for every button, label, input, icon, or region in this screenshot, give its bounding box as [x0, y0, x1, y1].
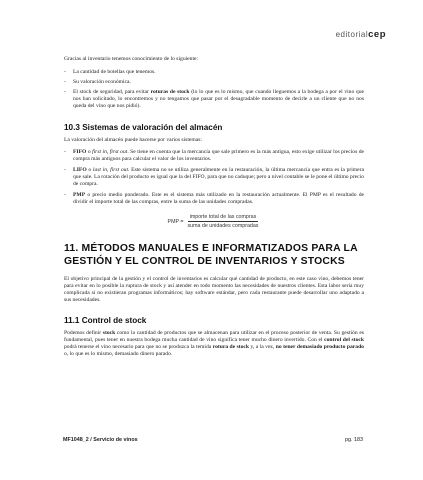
paragraph-bold: control del stock	[324, 336, 364, 343]
paragraph-text: y, a la vez,	[249, 344, 276, 351]
list-item-text: o	[86, 148, 93, 155]
formula-lhs: PMP =	[167, 218, 184, 225]
list-item-text: o	[86, 166, 93, 173]
list-item-bold: roturas de stock	[150, 89, 190, 96]
list-item-text: . Este sistema no se utiliza generalmente en la restauración, la última mercancía que entra es la primera que sale. La rotación del producto es igual que la del FIFO, para que no caduque; pero a nivel contable se le pone el último precio de compra.	[73, 166, 364, 188]
paragraph-text: Podemos definir	[64, 329, 103, 336]
list-item-text: El stock de seguridad, para evitar	[73, 89, 151, 96]
formula-denominator: suma de unidades compradas	[187, 223, 259, 230]
footer-module: MF1048_2 / Servicio de vinos	[63, 437, 138, 443]
paragraph-text: o, lo que es lo mismo, demasiado dinero parado.	[64, 351, 173, 358]
list-item-bold: FIFO	[73, 148, 87, 155]
list-item-text: (lo lo que es lo mismo, que cuando lleguemos a la bodega a por el vino que nos han solicitado, lo encontremos y no tengamos que pasar por el desagradable momento de decirle a un cliente que no nos queda del vino que nos pidió).	[73, 89, 365, 110]
paragraph-text: podrá tenerse el vino necesario para que no se produzca la temida	[64, 344, 213, 351]
section-11-1-paragraph	[64, 330, 364, 358]
page-content	[64, 56, 364, 358]
section-10-3-intro: La valoración del almacén puede hacerse por varios sistemas:	[64, 136, 202, 143]
list-item	[64, 89, 364, 110]
list-item-italic: last in, first out	[92, 166, 129, 173]
section-10-3-heading: 10.3 Sistemas de valoración del almacén	[64, 122, 223, 132]
list-item-italic: first in, first out	[92, 148, 128, 155]
logo-prefix: editorial	[335, 30, 369, 39]
paragraph-bold: stock	[102, 329, 116, 336]
section-11-heading: 11. MÉTODOS MANUALES E INFORMATIZADOS PARA LA GESTIÓN Y EL CONTROL DE INVENTARIOS Y STOCKS	[64, 243, 358, 267]
list-item: - La cantidad de botellas que tenemos.	[64, 69, 364, 76]
valuation-list	[64, 149, 364, 207]
list-item	[64, 167, 364, 188]
publisher-logo	[336, 29, 386, 40]
formula-numerator: importe total de las compras	[189, 214, 257, 221]
list-item-text: o precio medio ponderado. Este es el sistema más utilizado en la restauración actualmente. El PMP es el resultado de dividir el importe total de las compras, entre la suma de las unidades compradas.	[73, 192, 364, 206]
intro-paragraph: Gracias al inventario tenemos conocimiento de lo siguiente:	[64, 56, 199, 62]
section-11-1-heading: 11.1 Control de stock	[64, 315, 147, 325]
list-item	[64, 192, 364, 206]
list-item-text: . Se tiene en cuenta que la mercancía que sale primero es la más antigua, esto exige utilizar los precios de compra más antiguos para calcular el valor de los inventarios.	[73, 148, 365, 162]
paragraph-text: como la cantidad de productos que se almacenan para utilizar en el proceso posterior de venta. Su gestión es fundamental, pues tener en nuestra bodega mucha cantidad de vino significa tener mucho dinero invertido. Con el	[64, 329, 364, 343]
page-footer	[63, 437, 363, 443]
page-number: pg. 183	[345, 437, 363, 443]
formula-fraction	[185, 214, 260, 229]
list-item: - Su valoración económica.	[64, 79, 364, 86]
section-11-paragraph: El objetivo principal de la gestión y el control de inventarios es calcular qué cantidad de producto, en este caso vino, debemos tener para evitar en lo posible la ruptura de stock y así atender en todo momento las necesidades de nuestros clientes. Esta labor sería muy complicada si no existieran programas informáticos; hay software estándar, pero cada restaurante puede desarrollar uno adaptado a sus necesidades.	[64, 275, 364, 303]
paragraph-bold: no tener demasiado producto parado	[275, 344, 364, 351]
paragraph-bold: rotura de stock	[212, 344, 250, 351]
pmp-formula	[64, 214, 364, 229]
list-item-bold: PMP	[73, 192, 86, 199]
logo-mark: cep	[368, 29, 386, 40]
list-item-bold: LIFO	[73, 166, 87, 173]
intro-list	[64, 69, 364, 110]
list-item	[64, 149, 364, 163]
